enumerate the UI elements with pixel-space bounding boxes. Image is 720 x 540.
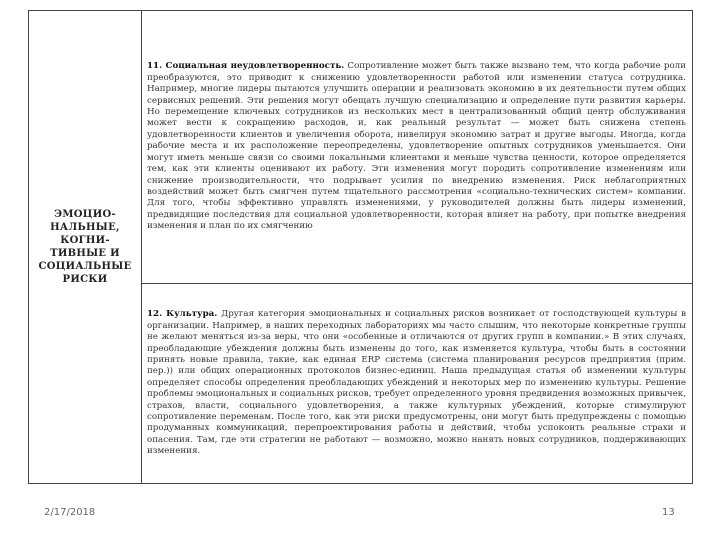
item-12-heading: 12. Культура. [147,309,218,320]
item-12-cell [142,284,693,484]
item-12-paragraph [147,309,686,457]
item-11-paragraph [147,61,686,232]
item-11-text: Сопротивление может быть также вызвано тем, что когда рабочие роли преобразуются, это приводит к снижению удовлетворенности работой или изменении статуса сотрудника. Например, многие лидеры пытаются улучшить операции и реализовать экономию в их деятельности путем общих сервисных решений. Эти решения могут обещать лучшую специализацию и определение пути развития карьеры. Но перемещение ключевых сотрудников из нескольких мест в централизованный общий центр обслуживания может вести к сокращению расходов, и, как реальный результат — может быть снижена степень удовлетворенности клиентов и увеличения оборота, нивелируя экономию затрат и другие выгоды. Иногда, когда рабочие места и их расположение переопределены, удовлетворение опытных сотрудников уменьшается. Они могут иметь меньше связи со своими локальными клиентами и меньше чувства ценности, которое определяется тем, как эти клиенты оценивают их работу. Эти изменения могут породить сопротивление изменениям или снижение производительности, что подрывает усилия по внедрению изменения. Риск неблагоприятных воздействий может быть смягчен путем тщательного рассмотрения «социально-технических систем» компании. Для того, чтобы эффективно управлять изменениями, у руководителей должны быть лидеры изменений, предвидящие последствия для социальной удовлетворенности, которая влияет на работу, при попытке внедрения изменения и план по их смягчению [147,61,686,232]
item-11-cell [142,11,693,284]
content-table [28,10,693,484]
table-row [29,11,693,284]
item-12-text: Другая категория эмоциональных и социальных рисков возникает от господствующей культуры в организации. Например, в наших переходных лабораториях мы часто слышим, что некоторые конкретные группы не желают меняться из-за веры, что они «особенные и отличаются от других групп в компании.» В этих случаях, преобладающие убеждения должны быть изменены до того, как изменяется культура, чтобы быть в состоянии принять новые правила, такие, как единая ERP система (система планирования ресурсов предприятия (прим. пер.)) или общих операционных протоколов бизнес-единиц. Наша предыдущая статья об изменении культуры определяет способы определения преобладающих убеждений и некоторых мер по изменению культуры. Решение проблемы эмоциональных и социальных рисков, требует определенного уровня предвидения возможных привычек, страхов, власти, социального удовлетворения, а также культурных убеждений, которые стимулируют сопротивление переменам. После того, как эти риски предусмотрены, они могут быть предупреждены с помощью продуманных коммуникаций, перепроектирования работы и действий, чтобы успокоить реальные страхи и опасения. Там, где эти стратегии не работают — возможно, можно нанять новых сотрудников, поддерживающих изменения. [147,309,686,457]
category-label: ЭМОЦИО- НАЛЬНЫЕ, КОГНИ- ТИВНЫЕ И СОЦИАЛЬНЫЕ РИСКИ [38,209,132,285]
category-cell [29,11,142,484]
footer-date: 2/17/2018 [44,507,96,518]
item-11-heading: 11. Социальная неудовлетворенность. [147,61,345,72]
page-number: 13 [662,507,675,518]
